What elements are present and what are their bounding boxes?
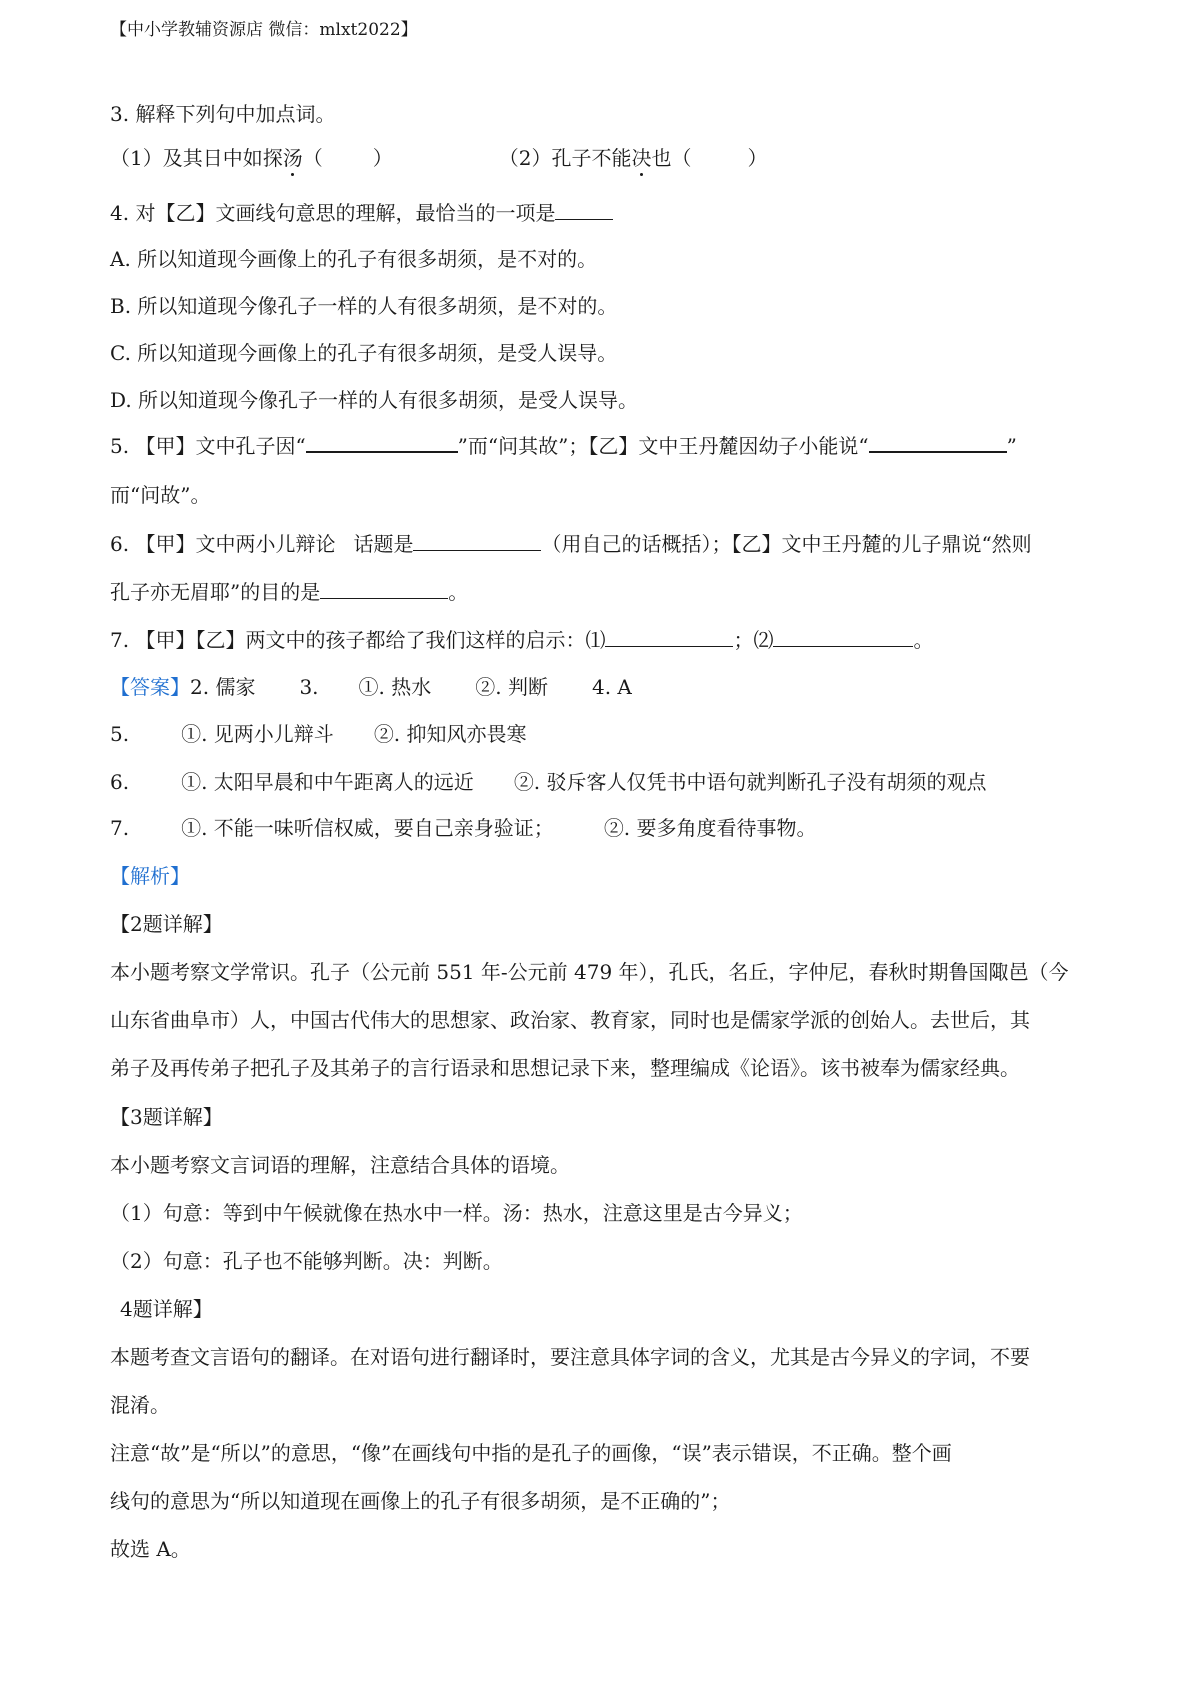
q7-part3: 。 — [913, 628, 934, 652]
answer-5-2: ②. 抑知风亦畏寒 — [373, 722, 527, 746]
answer-6-num: 6. — [110, 770, 130, 794]
answer-label: 【答案】 — [110, 675, 190, 699]
answer-blank — [413, 532, 541, 551]
detail-2-line-3: 弟子及再传弟子把孔子及其弟子的言行语录和思想记录下来，整理编成《论语》。该书被奉为儒家经典。 — [110, 1056, 1020, 1080]
answer-5-1: ①. 见两小儿辩斗 — [181, 722, 334, 746]
answer-blank — [320, 580, 448, 599]
detail-4-line-4: 线句的意思为“所以知道现在画像上的孔子有很多胡须，是不正确的”； — [110, 1489, 731, 1513]
detail-3-line-1: 本小题考察文言词语的理解，注意结合具体的语境。 — [110, 1153, 570, 1177]
q3-item2-post: 也（ — [651, 146, 692, 170]
q6-line2 — [110, 578, 468, 606]
q3-item1-paren-close: ） — [372, 146, 393, 170]
q3-item2-pre: （2）孔子不能 — [498, 146, 632, 170]
q5-part1: 5. 【甲】文中孔子因“ — [110, 434, 306, 458]
q7-line — [110, 626, 933, 654]
q5-part3: ” — [1006, 434, 1017, 458]
q7-part1: 7. 【甲】【乙】两文中的孩子都给了我们这样的启示：⑴ — [110, 628, 606, 652]
detail-3-line-3: （2）句意：孔子也不能够判断。决：判断。 — [110, 1249, 503, 1273]
detail-3-title: 【3题详解】 — [110, 1105, 223, 1129]
answer-line-6 — [110, 768, 987, 796]
q4-option-b: B. 所以知道现今像孔子一样的人有很多胡须，是不对的。 — [110, 294, 618, 318]
q6-part1: 6. 【甲】文中两小儿辩论 — [110, 532, 336, 556]
q4-option-d: D. 所以知道现今像孔子一样的人有很多胡须，是受人误导。 — [110, 388, 639, 412]
answer-2: 2. 儒家 — [190, 675, 256, 699]
q5-line2: 而“问故”。 — [110, 483, 211, 507]
q3-item1-pre: （1）及其日中如探 — [110, 146, 283, 170]
answer-blank — [869, 433, 1007, 453]
analysis-label: 【解析】 — [110, 864, 190, 888]
answer-blank — [555, 201, 613, 220]
answer-line-1 — [110, 673, 632, 701]
q7-part2: ；⑵ — [733, 628, 774, 652]
header-watermark: 【中小学教辅资源店 微信：mlxt2022】 — [110, 20, 418, 40]
answer-blank — [605, 628, 733, 647]
detail-2-line-1: 本小题考察文学常识。孔子（公元前 551 年-公元前 479 年），孔氏，名丘，字仲尼，春秋时期鲁国陬邑（今 — [110, 960, 1069, 984]
answer-line-5 — [110, 720, 527, 748]
answer-3-2: ②. 判断 — [475, 675, 548, 699]
answer-blank — [306, 433, 458, 453]
detail-4-line-3: 注意“故”是“所以”的意思，“像”在画线句中指的是孔子的画像，“误”表示错误，不正确。整个画 — [110, 1441, 952, 1465]
detail-4-line-5: 故选 A。 — [110, 1537, 191, 1561]
q6-part2: 话题是 — [353, 532, 414, 556]
answer-3-num: 3. — [299, 675, 319, 699]
q3-item2-dotted-word: 决 — [631, 146, 652, 170]
answer-4: 4. A — [591, 675, 632, 699]
detail-4-line-1: 本题考查文言语句的翻译。在对语句进行翻译时，要注意具体字词的含义，尤其是古今异义的字词，不要 — [110, 1345, 1030, 1369]
q4-stem — [110, 199, 613, 227]
answer-7-num: 7. — [110, 816, 130, 840]
q5-part2: ”而“问其故”；【乙】文中王丹麓因幼子小能说“ — [457, 434, 869, 458]
q4-stem-text: 4. 对【乙】文画线句意思的理解，最恰当的一项是 — [110, 201, 556, 225]
detail-2-line-2: 山东省曲阜市）人，中国古代伟大的思想家、政治家、教育家，同时也是儒家学派的创始人。去世后，其 — [110, 1008, 1030, 1032]
answer-3-1: ①. 热水 — [358, 675, 432, 699]
q5-line1 — [110, 432, 1017, 460]
q6-line2-a: 孔子亦无眉耶”的目的是 — [110, 580, 321, 604]
detail-3-line-2: （1）句意：等到中午候就像在热水中一样。汤：热水，注意这里是古今异义； — [110, 1201, 803, 1225]
q3-stem: 3. 解释下列句中加点词。 — [110, 102, 336, 126]
q6-line2-b: 。 — [448, 580, 469, 604]
answer-6-1: ①. 太阳早晨和中午距离人的远近 — [181, 770, 474, 794]
q4-option-c: C. 所以知道现今画像上的孔子有很多胡须，是受人误导。 — [110, 341, 618, 365]
detail-4-title: 4题详解】 — [120, 1297, 213, 1321]
detail-4-line-2: 混淆。 — [110, 1393, 170, 1417]
answer-6-2: ②. 驳斥客人仅凭书中语句就判断孔子没有胡须的观点 — [513, 770, 987, 794]
q3-items — [110, 144, 767, 172]
answer-7-2: ②. 要多角度看待事物。 — [603, 816, 817, 840]
answer-blank — [773, 628, 913, 647]
q3-item1-dotted-word: 汤 — [282, 146, 303, 170]
answer-5-num: 5. — [110, 722, 130, 746]
answer-line-7 — [110, 814, 817, 842]
answer-7-1: ①. 不能一味听信权威，要自己亲身验证； — [181, 816, 554, 840]
q4-option-a: A. 所以知道现今画像上的孔子有很多胡须，是不对的。 — [110, 247, 598, 271]
q6-part3: （用自己的话概括）；【乙】文中王丹麓的儿子鼎说“然则 — [541, 532, 1032, 556]
q3-item2-paren-close: ） — [747, 146, 768, 170]
q3-item1-paren-open: （ — [302, 146, 323, 170]
detail-2-title: 【2题详解】 — [110, 912, 223, 936]
q6-line1 — [110, 530, 1032, 558]
